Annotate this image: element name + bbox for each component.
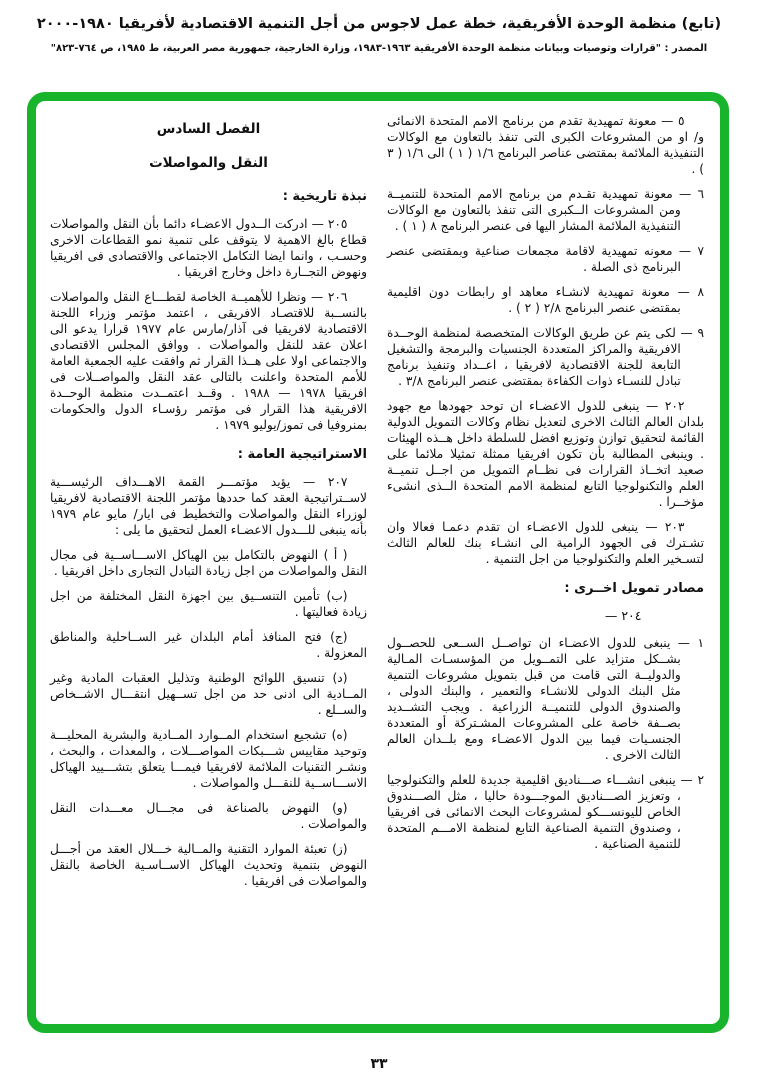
document-header [20,14,738,54]
item-jim: (ج) فتح المنافذ أمام البلدان غير الســاحلية والمناطق المعزولة . [50,630,367,660]
paragraph-6: ٦ — معونة تمهيدية تقـدم من برنامج الامم المتحدة للتنميــة ومن المشروعات الــكبرى التى تنفذ بالتعاون مع الوكالات التنفيذية الملائمة المشار اليها فى عنصر البرنامج ٨ ( ١ ) . [387,187,704,233]
item-ha: (ه) تشجيع استخدام المــوارد المــادية والبشرية المحليـــة وتوحيد مقاييس شـــبكات المواصـــلات ، والمعدات ، والبحث ، ونشـر التقنيات الملائمة لافريقيا فيمـــا يتعلق بتشـــييد الهياكل الاســـاســية للنقـــل والمواصلات . [50,728,367,790]
item-waw: (و) النهوض بالصناعة فى مجـــال معـــدات النقل والمواصلات . [50,801,367,831]
heading-historical-note: نبذة تاريخية : [282,189,367,204]
section-title: النقل والمواصلات [149,155,268,171]
chapter-title: الفصل السادس [156,121,261,137]
paragraph-5: ٥ — معونة تمهيدية تقدم من برنامج الامم المتحدة الانمائى و/ او من المشروعات الكبرى التى تنفذ بالتعاون مع الوكالات التنفيذية الملائمة بمقتضى عناصر البرنامج ١/٦ ( ١ ) الى ١/٦ ( ٣ ) . [387,114,704,176]
paragraph-204-item-1: ١ — ينبغى للدول الاعضـاء ان تواصــل الســعى للحصــول بشــكل متزايد على التمــويل من المؤسسـات المـالية والدوليــة التى قامت من قبل بتمويل مشروعات التنمية مثل البنك الدولى للانشـاء والتعمير ، والبنك الدولى ، والصندوق الدولى للتنميــة الزراعية . ويجب التشــديد بصــفة خاصة على المشروعات المشـتركة أو المتعددة الجنسـيات فيما بين الدول الاعضـاء ومع بلــدان العالم الثالث الاخرى . [387,636,704,762]
item-ba: (ب) تأمين التنســيق بين اجهزة النقل المختلفة من اجل زيادة فعاليتها . [50,589,367,619]
paragraph-8: ٨ — معونة تمهيدية لانشـاء معاهد او رابطات دون اقليمية بمقتضى عنصر البرنامج ٢/٨ ( ٢ ) . [387,285,704,315]
document-title: (تابع) منظمة الوحدة الأفريقية، خطة عمل لاجوس من أجل التنمية الاقتصادية لأفريقيا ١٩٨٠-٢٠٠٠ [36,16,722,32]
page-number: ٣٣ [370,1056,388,1072]
paragraph-204-item-2: ٢ — ينبغى انشـــاء صـــناديق اقليمية جديدة للعلم والتكنولوجيا ، وتعزيز الصـــناديق الموجـــودة حاليا ، مثل الصـــندوق الخاص لليونســـكو لمشروعات البحث الانمائى فى افريقيا ، وصندوق التنمية الصناعية التابع لمنظمة الامـــم المتحدة للتنمية الصناعية . [387,773,704,851]
item-zay: (ز) تعبئة الموارد التقنية والمــالية خـــلال العقد من أجـــل النهوض بتنمية وتحديث الهياكل الاســاسـية الخاصة بالنقل والمواصلات فى افريقيا . [50,842,367,888]
content-frame [27,92,729,1033]
source-citation: المصدر : "قرارات وتوصيات وبيانات منظمة الوحدة الأفريقية ١٩٦٣-١٩٨٣، وزارة الخارجية، جمهورية مصر العربية، ط ١٩٨٥، ص ٧٦٤-٨٢٣" [50,43,708,55]
paragraph-9: ٩ — لكى يتم عن طريق الوكالات المتخصصة لمنظمة الوحــدة الافريقية والمراكز المتعددة الجنسيات والبرمجة والتشغيل التابعة للجنة الاقتصادية لافريقيا ، اعــداد وتنفيذ برنامج تبادل للنسـاء ذوات الكفاءة بمقتضى عنصر البرنامج ٣/٨ . [387,326,704,388]
paragraph-203: ٢٠٣ — ينبغى للدول الاعضـاء ان تقدم دعمـا فعالا وان تشـترك فى الجهود الرامية الى انشـاء بنك للعالم الثالث لتسـخير العلم والتكنولوجيا من اجل التنمية . [387,520,704,566]
paragraph-207: ٢٠٧ — يؤيد مؤتمـــر القمة الاهـــداف الرئيســـية لاســتراتيجية العقد كما حددها مؤتمر اللجنة الاقتصادية لافريقيا لوزراء النقل والمواصلات والتخطيط فى ايار/ مايو عام ١٩٧٩ بأنه ينبغى للـــدول الاعضـاء العمل لتحقيق ما يلى : [50,475,367,537]
paragraph-204-number: ٢٠٤ — [604,608,642,623]
left-column [50,113,367,1014]
paragraph-206: ٢٠٦ — ونظرا للأهميــة الخاصة لقطـــاع النقل والمواصلات بالنســبة للاقتصـاد الافريقى ، اعتمد مؤتمر وزراء اللجنة الاقتصادية لافريقيا فى آذار/مارس عام ١٩٧٧ قرارا يدعو الى اعلان عقد للنقل والمواصلات . ووافق المجلس الاقتصادى والاجتماعى اولا على هــذا القرار ثم وافقت عليه الجمعية العامة للأمم المتحدة واعلنت بالتالى عقد النقل والمواصــلات فى افريقيا ١٩٧٨ — ١٩٨٨ . وقــد اعتمــدت منظمة الوحــدة الافريقية هذا القرار فى مؤتمر رؤسـاء الدول والحكومات بمنروفيا فى تموز/يوليو ١٩٧٩ . [50,290,368,432]
right-column [387,113,704,1014]
heading-other-funding-sources: مصادر تمويل اخــرى : [564,581,704,596]
item-dal: (د) تنسيق اللوائح الوطنية وتذليل العقبات المادية وغير المــادية الى ادنى حد من اجل تســهيل انتقـــال الاشــخاص والســلع . [50,671,367,717]
heading-general-strategy: الاستراتيجية العامة : [237,447,367,462]
paragraph-202: ٢٠٢ — ينبغى للدول الاعضـاء ان توحد جهودها مع جهود بلدان العالم الثالث الاخرى لتعديل نظام وكالات التمويل الدولية القائمة لتحقيق توازن وتوزيع افضل للسلطة داخل هــذه الهيئات . وينبغى المطالبة بأن تكون افريقيا ممثلة تمثيلا ملائما على صعيد اتخــاذ القرارات فى نظــام التمويل من اجــل تنميــة العلم والتكنولوجيا التابع لمنظمة الامم المتحدة الــذى انشىء مؤخــرا . [387,399,704,509]
paragraph-205: ٢٠٥ — ادركت الــدول الاعضـاء دائما بأن النقل والمواصلات قطاع بالغ الاهمية لا يتوقف على تنمية نمو القطاعات الاخرى وحسـب ، وانما ايضا التكامل الاجتماعى والاقتصادى فى افريقيا ونهوض التجــارة داخل وخارج افريقيا . [50,217,367,279]
paragraph-7: ٧ — معونه تمهيدية لاقامة مجمعات صناعية وبمقتضى عنصر البرنامج ذى الصلة . [387,244,704,274]
item-alef: ( أ ) النهوض بالتكامل بين الهياكل الاســـاســية فى مجال النقل والمواصلات من اجل زيادة التبادل التجارى داخل افريقيا . [50,548,367,578]
